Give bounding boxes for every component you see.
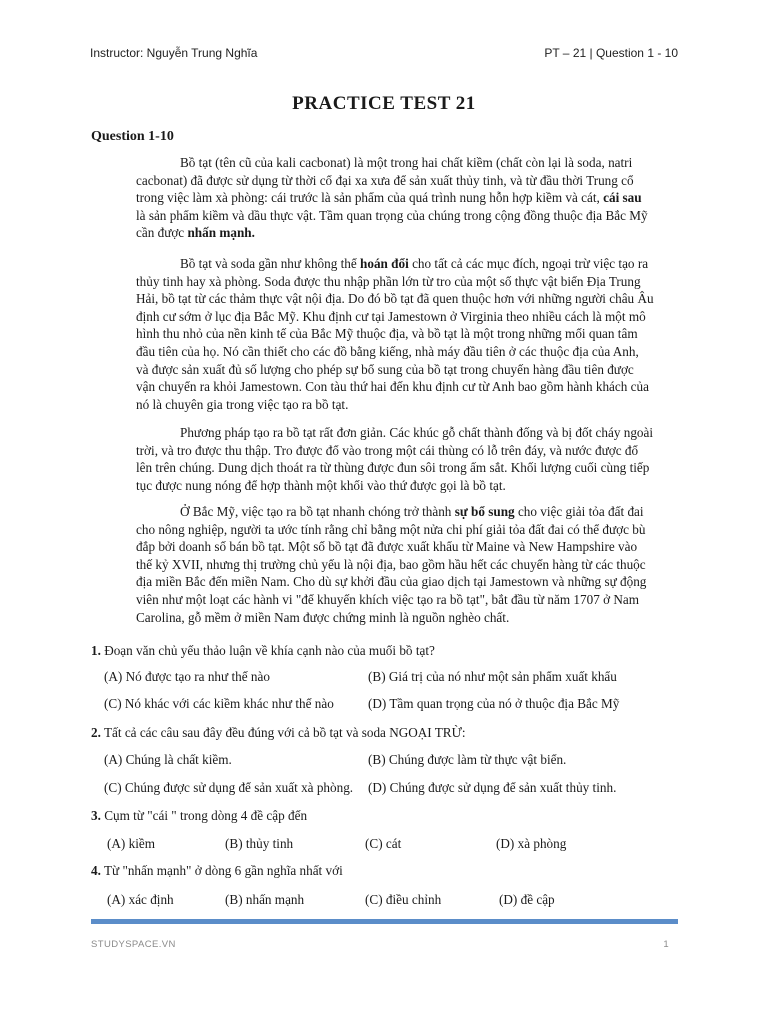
question-3 bbox=[91, 808, 307, 824]
question-2 bbox=[91, 725, 466, 741]
passage-text: Bồ tạt và soda gần như không thể bbox=[180, 256, 361, 271]
q1-option-b[interactable]: (B) Giá trị của nó như một sản phẩm xuất khẩu bbox=[368, 669, 617, 684]
passage-line: là sản phẩm kiềm và dầu thực vật. Tầm quan trọng của chúng trong cộng đồng thuộc địa Bắc Mỹ bbox=[136, 207, 648, 223]
question-text: Đoạn văn chủ yếu thảo luận về khía cạnh nào của muối bồ tạt? bbox=[100, 643, 435, 658]
passage-line: Bồ tạt (tên cũ của kali cacbonat) là một trong hai chất kiềm (chất còn lại là soda, natri bbox=[180, 155, 633, 170]
question-1 bbox=[91, 643, 435, 659]
passage-line: đầu tiên của họ. Nó cần thiết cho các đồ bằng kiếng, nhà máy đầu tiên ở các thuộc địa của Anh, bbox=[136, 343, 639, 359]
passage-paragraph-2 bbox=[136, 255, 681, 413]
q1-option-a[interactable]: (A) Nó được tạo ra như thế nào bbox=[104, 669, 270, 684]
passage-line: và được sản xuất đủ số lượng cho phép sự bổ sung của bồ tạt trong chuyến hàng đầu tiên được bbox=[136, 361, 634, 377]
question-number: 3. bbox=[91, 808, 101, 823]
passage-paragraph-4 bbox=[136, 503, 681, 626]
question-text: Cụm từ "cái " trong dòng 4 đề cập đến bbox=[100, 808, 308, 823]
q2-option-d[interactable]: (D) Chúng được sử dụng để sản xuất thủy tinh. bbox=[368, 780, 617, 795]
passage-line: hình thu nhỏ của nền kinh tế của Bắc Mỹ thuộc địa, và bồ tạt là một trong những mối quan tâm bbox=[136, 326, 638, 342]
q4-option-d[interactable]: (D) đề cập bbox=[499, 892, 555, 907]
passage-line: Hải, bồ tạt từ các thảm thực vật nội địa. Do đó bồ tạt đã quen thuộc hơn với những người châu Âu bbox=[136, 291, 654, 307]
emphasis-text: cái sau bbox=[603, 190, 642, 206]
q1-option-c[interactable]: (C) Nó khác với các kiềm khác như thế nào bbox=[104, 696, 334, 711]
q4-option-a[interactable]: (A) xác định bbox=[107, 892, 174, 907]
header-test-ref: PT – 21 | Question 1 - 10 bbox=[544, 46, 678, 60]
question-text: Tất cả các câu sau đây đều đúng với cả bồ tạt và soda NGOẠI TRỪ: bbox=[100, 725, 466, 740]
passage-line: thế kỷ XVII, nhưng thị trường chủ yếu là nội địa, bao gồm hầu hết các chuyến hàng từ các thuộc bbox=[136, 556, 646, 572]
page-title: PRACTICE TEST 21 bbox=[292, 93, 476, 114]
passage-line bbox=[136, 503, 681, 521]
question-number: 2. bbox=[91, 725, 101, 740]
emphasis-text: sự bổ sung bbox=[454, 504, 515, 519]
question-range: Question 1-10 bbox=[91, 129, 174, 144]
q4-option-b[interactable]: (B) nhấn mạnh bbox=[225, 892, 305, 907]
passage-text: cần được bbox=[136, 225, 188, 241]
passage-paragraph-3 bbox=[136, 424, 681, 494]
passage-line: nó là chuyên gia trong việc tạo ra bồ tạt. bbox=[136, 396, 349, 412]
q3-option-a[interactable]: (A) kiềm bbox=[107, 836, 155, 851]
question-4 bbox=[91, 863, 343, 879]
emphasis-text: nhấn mạnh. bbox=[187, 225, 255, 241]
passage-text: Ở Bắc Mỹ, việc tạo ra bồ tạt nhanh chóng trở thành bbox=[180, 504, 455, 519]
passage-paragraph-1 bbox=[136, 154, 681, 242]
passage-text: cho tất cả các mục đích, ngoại trừ việc tạo ra bbox=[408, 256, 649, 271]
question-number: 1. bbox=[91, 643, 101, 658]
emphasis-text: hoán đổi bbox=[360, 256, 409, 271]
passage-line: viên như một loạt các hành vi "để khuyến khích việc tạo ra bồ tạt", bắt đầu từ năm 1707 ở Nam bbox=[136, 591, 639, 607]
q2-option-a[interactable]: (A) Chúng là chất kiềm. bbox=[104, 752, 232, 767]
footer-divider bbox=[91, 919, 678, 924]
passage-line: cacbonat) đã được sử dụng từ thời cổ đại xa xưa để sản xuất thủy tinh, và từ đầu thời Trung cổ bbox=[136, 172, 634, 188]
q4-option-c[interactable]: (C) điều chỉnh bbox=[365, 892, 442, 907]
q3-option-c[interactable]: (C) cát bbox=[365, 836, 402, 851]
q2-option-c[interactable]: (C) Chúng được sử dụng để sản xuất xà phòng. bbox=[104, 780, 354, 795]
q2-option-b[interactable]: (B) Chúng được làm từ thực vật biển. bbox=[368, 752, 567, 767]
question-number: 4. bbox=[91, 863, 101, 878]
passage-line: cho nông nghiệp, người ta ước tính rằng chỉ bằng một nửa chi phí giải tỏa đất đai có thể được bù bbox=[136, 521, 646, 537]
passage-line: Phương pháp tạo ra bồ tạt rất đơn giản. Các khúc gỗ chất thành đống và bị đốt cháy ngoài bbox=[180, 425, 654, 440]
header-instructor: Instructor: Nguyễn Trung Nghĩa bbox=[90, 46, 258, 60]
passage-line bbox=[136, 255, 681, 273]
passage-line: lên trên chúng. Dung dịch thoát ra từ thùng được đun sôi trong ấm sắt. Khối lượng cuối cùng tiếp bbox=[136, 460, 650, 476]
passage-line: Carolina, gỗ mềm ở miền Nam được chứng minh là nguồn nghèo chất. bbox=[136, 609, 510, 625]
passage-line: trời, và tro được thu thập. Tro được đổ vào trong một cái thùng có lỗ trên đáy, và nước được đổ bbox=[136, 442, 639, 458]
passage-line: đắp bởi doanh số bán bồ tạt. Một số bồ tạt đã được xuất khẩu từ Maine và New Hampshire vào bbox=[136, 539, 638, 555]
q1-option-d[interactable]: (D) Tầm quan trọng của nó ở thuộc địa Bắc Mỹ bbox=[368, 696, 620, 711]
q3-option-b[interactable]: (B) thủy tinh bbox=[225, 836, 294, 851]
passage-line: tục được nung nóng để hợp thành một khối vào thứ được gọi là bồ tạt. bbox=[136, 477, 506, 493]
passage-line: địa miền Bắc đến miền Nam. Cho dù sự khởi đầu của giao dịch tại Jamestown và những sự động bbox=[136, 574, 647, 590]
passage-line: vận chuyển ra khỏi Jamestown. Con tàu thứ hai đến khu định cư từ Anh bao gồm hành khách của bbox=[136, 379, 649, 395]
passage-line: thủy tinh hay xà phòng. Soda được thu nhập phần lớn từ tro của một số thực vật biển Địa Trung bbox=[136, 273, 641, 289]
footer-site: STUDYSPACE.VN bbox=[91, 939, 176, 950]
passage-text: cho việc giải tỏa đất đai bbox=[514, 504, 644, 519]
question-text: Từ "nhấn mạnh" ở dòng 6 gần nghĩa nhất với bbox=[100, 863, 343, 878]
passage-line: định cư sớm ở lục địa Bắc Mỹ. Khu định cư tại Jamestown ở Virginia theo nhiều cách là một mô bbox=[136, 308, 646, 324]
passage-text: trong việc làm xà phòng: cái trước là sản phẩm của quá trình nung hỗn hợp kiềm và cát, bbox=[136, 190, 604, 206]
page-number: 1 bbox=[663, 939, 669, 950]
passage-line bbox=[136, 189, 681, 207]
q3-option-d[interactable]: (D) xà phòng bbox=[496, 836, 567, 851]
passage-line bbox=[136, 224, 681, 242]
